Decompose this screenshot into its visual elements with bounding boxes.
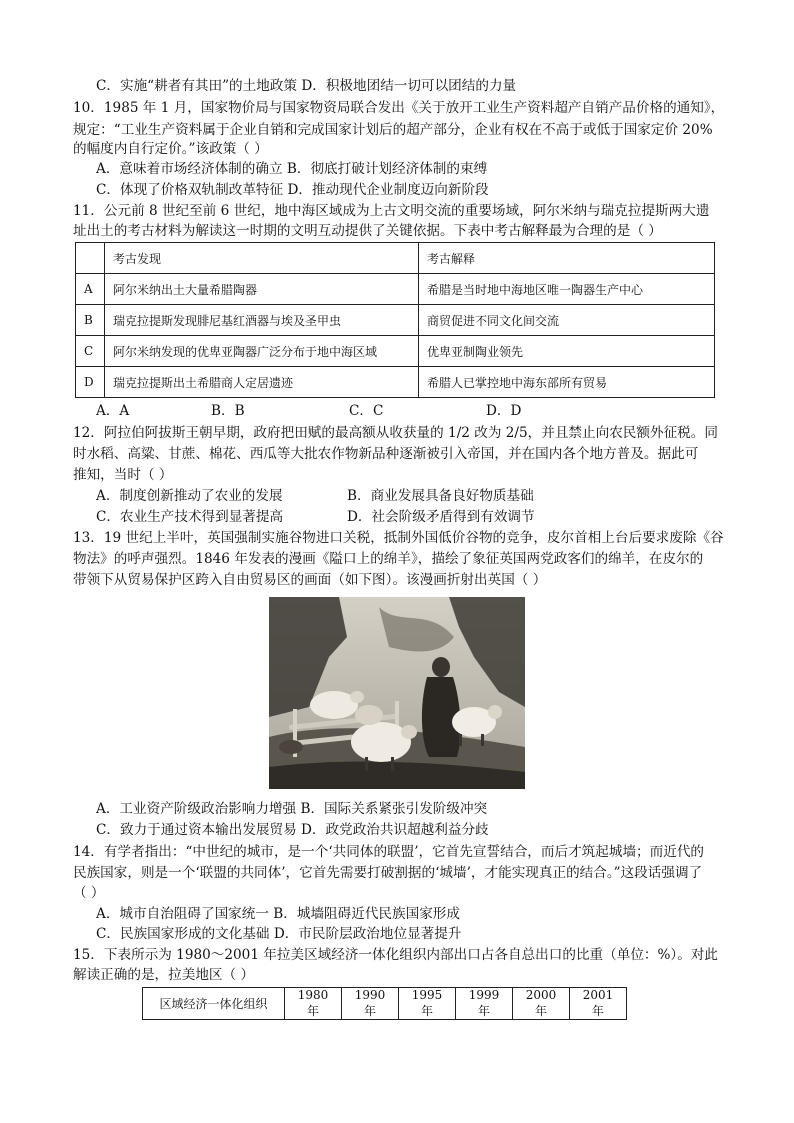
table-cell: 商贸促进不同文化间交流 (419, 305, 715, 336)
q13-stem-2: 物法》的呼声强烈。1846 年发表的漫画《隘口上的绵羊》，描绘了象征英国两党政客们的绵羊，在皮尔的 (73, 551, 704, 567)
table-header-cell: 2001 年 (570, 988, 627, 1020)
q11-answer-a: A．A (96, 403, 130, 419)
q12-option-a: A．制度创新推动了农业的发展 (96, 488, 283, 504)
q10-stem-1: 10．1985 年 1 月，国家物价局与国家物资局联合发出《关于放开工业生产资料超产自销产品价格的通知》， (73, 100, 725, 116)
q15-stem-2: 解读正确的是，拉美地区（ ） (73, 967, 255, 983)
table-header-cell: 1990 年 (342, 988, 399, 1020)
table-header-cell (76, 243, 105, 274)
q11-stem-2: 址出土的考古材料为解读这一时期的文明互动提供了关键依据。下表中考古解释最为合理的是（ ） (73, 223, 662, 239)
table-header-cell: 1995 年 (399, 988, 456, 1020)
q12-option-b: B．商业发展具备良好物质基础 (347, 488, 534, 504)
table-cell: B (76, 305, 105, 336)
q15-stem-1: 15．下表所示为 1980～2001 年拉美区域经济一体化组织内部出口占各自总出口的比重（单位：%）。对此 (73, 947, 718, 963)
table-header-row (143, 988, 627, 1020)
table-row (76, 367, 715, 398)
table-header-row (76, 243, 715, 274)
table-cell: D (76, 367, 105, 398)
q12-option-d: D．社会阶级矛盾得到有效调节 (347, 509, 535, 525)
table-header-cell: 1980 年 (285, 988, 342, 1020)
q13-stem-1: 13．19 世纪上半叶，英国强制实施谷物进口关税，抵制外国低价谷物的竞争，皮尔首相上台后要求废除《谷 (73, 530, 724, 546)
table-header-cell: 2000 年 (513, 988, 570, 1020)
table-cell: 瑞克拉提斯出土希腊商人定居遗迹 (105, 367, 419, 398)
q14-stem-3: （ ） (73, 885, 105, 901)
table-header-cell: 考古解释 (419, 243, 715, 274)
q11-answer-c: C．C (349, 403, 384, 419)
q10-options-ab: A．意味着市场经济体制的确立 B．彻底打破计划经济体制的束缚 (96, 161, 488, 177)
q13-stem-3: 带领下从贸易保护区跨入自由贸易区的画面（如下图）。该漫画折射出英国（ ） (73, 572, 547, 588)
q10-options-cd: C．体现了价格双轨制改革特征 D．推动现代企业制度迈向新阶段 (96, 182, 489, 198)
q13-options-ab: A．工业资产阶级政治影响力增强 B．国际关系紧张引发阶级冲突 (96, 801, 488, 817)
table-cell: 阿尔米纳发现的优卑亚陶器广泛分布于地中海区域 (105, 336, 419, 367)
table-cell: 希腊是当时地中海地区唯一陶器生产中心 (419, 274, 715, 305)
q9-options-cd: C．实施“耕者有其田”的土地政策 D．积极地团结一切可以团结的力量 (96, 78, 517, 94)
q14-options-cd: C．民族国家形成的文化基础 D．市民阶层政治地位显著提升 (96, 926, 462, 942)
table-cell: A (76, 274, 105, 305)
table-header-cell: 1999 年 (456, 988, 513, 1020)
q11-answer-d: D．D (486, 403, 522, 419)
q12-stem-2: 时水稻、高粱、甘蔗、棉花、西瓜等大批农作物新品种逐渐被引入帝国，并在国内各个地方普及。据此可 (73, 446, 699, 462)
q12-option-c: C．农业生产技术得到显著提高 (96, 509, 284, 525)
table-cell: 希腊人已掌控地中海东部所有贸易 (419, 367, 715, 398)
q11-stem-1: 11．公元前 8 世纪至前 6 世纪，地中海区域成为上古文明交流的重要场域，阿尔米纳与瑞克拉提斯两大遗 (73, 203, 710, 219)
table-cell: C (76, 336, 105, 367)
table-cell: 瑞克拉提斯发现腓尼基红酒器与埃及圣甲虫 (105, 305, 419, 336)
q11-table (75, 242, 715, 398)
table-cell: 阿尔米纳出土大量希腊陶器 (105, 274, 419, 305)
q10-stem-3: 的幅度内自行定价。”该政策（ ） (73, 141, 268, 157)
table-row (76, 274, 715, 305)
table-cell: 优卑亚制陶业领先 (419, 336, 715, 367)
q15-table (142, 987, 627, 1020)
table-header-cell: 区域经济一体化组织 (143, 988, 285, 1020)
q14-stem-2: 民族国家，则是一个‘联盟的共同体’，它首先需要打破割据的‘城墙’，才能实现真正的结合。”这段话强调了 (73, 865, 703, 881)
table-row (76, 305, 715, 336)
q11-answer-b: B．B (211, 403, 245, 419)
q13-options-cd: C．致力于通过资本输出发展贸易 D．政党政治共识超越利益分歧 (96, 822, 489, 838)
q12-stem-3: 推知，当时（ ） (73, 467, 173, 483)
table-header-cell: 考古发现 (105, 243, 419, 274)
q14-stem-1: 14．有学者指出：“中世纪的城市，是一个‘共同体的联盟’，它首先宣誓结合，而后才筑起城墙；而近代的 (73, 844, 705, 860)
cartoon-image (269, 597, 525, 789)
sheep-cartoon-illustration (269, 597, 525, 789)
table-row (76, 336, 715, 367)
q14-options-ab: A．城市自治阻碍了国家统一 B．城墙阻碍近代民族国家形成 (96, 906, 460, 922)
q10-stem-2: 规定：“工业生产资料属于企业自销和完成国家计划后的超产部分，企业有权在不高于或低于国家定价 20% (73, 122, 713, 138)
q12-stem-1: 12．阿拉伯阿拔斯王朝早期，政府把田赋的最高额从收获量的 1/2 改为 2/5，并且禁止向农民额外征税。同 (73, 425, 718, 441)
